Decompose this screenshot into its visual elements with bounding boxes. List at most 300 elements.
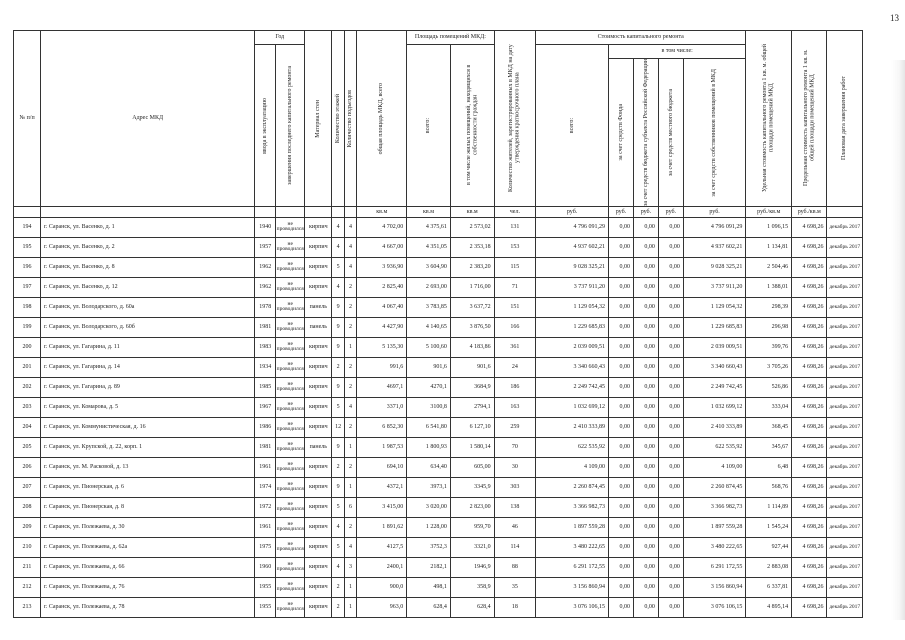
floors-cell: 2 (332, 357, 344, 377)
cost-total-cell: 2 039 009,51 (536, 337, 609, 357)
cost-fund-cell: 0,00 (608, 317, 633, 337)
year-repair-cell: не проводился (276, 337, 305, 357)
residents-cell: 186 (494, 377, 536, 397)
deadline-cell: декабрь 2017 (827, 497, 863, 517)
cost-region-cell: 0,00 (633, 457, 658, 477)
wall-material-cell: кирпич (305, 257, 332, 277)
row-number: 213 (14, 597, 41, 617)
cost-owners-cell: 3 366 982,73 (683, 497, 745, 517)
premises-total-cell: 634,40 (407, 457, 451, 477)
limit-cost-cell: 4 698,26 (792, 437, 827, 457)
premises-owned-cell: 1 716,00 (450, 277, 494, 297)
unit-cost-cell: 1 545,24 (746, 517, 792, 537)
entrances-cell: 4 (344, 537, 356, 557)
address-cell: г. Саранск, ул. Гагарина, д. 11 (41, 337, 255, 357)
total-area-cell: 3 415,00 (357, 497, 407, 517)
cost-owners-cell: 3 340 660,43 (683, 357, 745, 377)
cost-total-cell: 622 535,92 (536, 437, 609, 457)
row-number: 203 (14, 397, 41, 417)
table-row (14, 597, 863, 617)
cost-owners-cell: 2 260 874,45 (683, 477, 745, 497)
cost-fund-cell: 0,00 (608, 337, 633, 357)
cost-owners-cell: 622 535,92 (683, 437, 745, 457)
premises-owned-cell: 2794,1 (450, 397, 494, 417)
entrances-cell: 2 (344, 457, 356, 477)
entrances-cell: 3 (344, 557, 356, 577)
floors-cell: 12 (332, 417, 344, 437)
cost-owners-cell: 1 129 054,32 (683, 297, 745, 317)
cost-total-cell: 1 229 685,83 (536, 317, 609, 337)
cost-total-cell: 1 129 054,32 (536, 297, 609, 317)
unit-cell: кв.м (407, 206, 451, 217)
col-unit-cost: Удельная стоимость капитального ремонта 1 кв. м. общей площади помещений МКД (746, 31, 792, 207)
row-number: 200 (14, 337, 41, 357)
entrances-cell: 4 (344, 217, 356, 237)
page-number: 13 (890, 13, 899, 23)
deadline-cell: декабрь 2017 (827, 597, 863, 617)
cost-local-cell: 0,00 (658, 297, 683, 317)
row-number: 210 (14, 537, 41, 557)
year-built-cell: 1957 (255, 237, 276, 257)
address-cell: г. Саранск, ул. Пионерская, д. 6 (41, 477, 255, 497)
unit-cost-cell: 6 337,81 (746, 577, 792, 597)
total-area-cell: 4 427,90 (357, 317, 407, 337)
table-row (14, 477, 863, 497)
cost-local-cell: 0,00 (658, 497, 683, 517)
year-repair-cell: не проводился (276, 597, 305, 617)
unit-cost-cell: 927,44 (746, 537, 792, 557)
year-repair-cell: не проводился (276, 257, 305, 277)
address-cell: г. Саранск, ул. Пионерская, д. 8 (41, 497, 255, 517)
cost-owners-cell: 3 737 911,20 (683, 277, 745, 297)
premises-total-cell: 1 228,00 (407, 517, 451, 537)
limit-cost-cell: 4 698,26 (792, 277, 827, 297)
cost-total-cell: 3 366 982,73 (536, 497, 609, 517)
floors-cell: 5 (332, 397, 344, 417)
table-row (14, 297, 863, 317)
cost-local-cell: 0,00 (658, 317, 683, 337)
entrances-cell: 2 (344, 317, 356, 337)
premises-total-cell: 1 800,93 (407, 437, 451, 457)
floors-cell: 4 (332, 237, 344, 257)
limit-cost-cell: 4 698,26 (792, 377, 827, 397)
unit-cost-cell: 526,86 (746, 377, 792, 397)
row-number: 204 (14, 417, 41, 437)
wall-material-cell: кирпич (305, 517, 332, 537)
cost-owners-cell: 2 039 009,51 (683, 337, 745, 357)
cost-total-cell: 1 897 559,28 (536, 517, 609, 537)
address-cell: г. Саранск, ул. Полежаева, д. 62а (41, 537, 255, 557)
unit-cell: руб. (683, 206, 745, 217)
unit-cost-cell: 1 096,15 (746, 217, 792, 237)
wall-material-cell: кирпич (305, 597, 332, 617)
cost-region-cell: 0,00 (633, 317, 658, 337)
col-group-incl: в том числе: (608, 45, 745, 59)
table-row (14, 437, 863, 457)
cost-owners-cell: 1 229 685,83 (683, 317, 745, 337)
premises-total-cell: 498,1 (407, 577, 451, 597)
cost-fund-cell: 0,00 (608, 357, 633, 377)
premises-owned-cell: 1946,9 (450, 557, 494, 577)
premises-total-cell: 5 100,60 (407, 337, 451, 357)
year-repair-cell: не проводился (276, 477, 305, 497)
unit-cost-cell: 1 388,01 (746, 277, 792, 297)
cost-fund-cell: 0,00 (608, 497, 633, 517)
premises-owned-cell: 2 573,02 (450, 217, 494, 237)
residents-cell: 151 (494, 297, 536, 317)
limit-cost-cell: 4 698,26 (792, 477, 827, 497)
table-row (14, 577, 863, 597)
deadline-cell: декабрь 2017 (827, 557, 863, 577)
col-cost-total: всего: (536, 45, 609, 207)
year-built-cell: 1934 (255, 357, 276, 377)
year-built-cell: 1960 (255, 557, 276, 577)
entrances-cell: 6 (344, 497, 356, 517)
cost-region-cell: 0,00 (633, 257, 658, 277)
total-area-cell: 4372,1 (357, 477, 407, 497)
entrances-cell: 1 (344, 577, 356, 597)
col-premises-owned: в том числе жилых помещений, находящихся в собственности граждан (450, 45, 494, 207)
wall-material-cell: кирпич (305, 557, 332, 577)
floors-cell: 2 (332, 597, 344, 617)
deadline-cell: декабрь 2017 (827, 357, 863, 377)
col-cost-local: за счет средств местного бюджета (658, 59, 683, 207)
entrances-cell: 1 (344, 337, 356, 357)
row-number: 197 (14, 277, 41, 297)
limit-cost-cell: 4 698,26 (792, 397, 827, 417)
unit-cost-cell: 6,48 (746, 457, 792, 477)
cost-owners-cell: 1 897 559,28 (683, 517, 745, 537)
unit-cell: руб./кв.м (792, 206, 827, 217)
floors-cell: 9 (332, 337, 344, 357)
cost-total-cell: 3 480 222,65 (536, 537, 609, 557)
address-cell: г. Саранск, ул. Коммунистическая, д. 16 (41, 417, 255, 437)
col-group-cost: Стоимость капитального ремонта (536, 31, 746, 45)
total-area-cell: 1 987,53 (357, 437, 407, 457)
cost-fund-cell: 0,00 (608, 477, 633, 497)
unit-cost-cell: 2 883,08 (746, 557, 792, 577)
deadline-cell: декабрь 2017 (827, 437, 863, 457)
year-repair-cell: не проводился (276, 297, 305, 317)
address-cell: г. Саранск, ул. Володарского, д. 60б (41, 317, 255, 337)
cost-region-cell: 0,00 (633, 597, 658, 617)
residents-cell: 115 (494, 257, 536, 277)
address-cell: г. Саранск, ул. Васенко, д. 12 (41, 277, 255, 297)
row-number: 207 (14, 477, 41, 497)
cost-local-cell: 0,00 (658, 537, 683, 557)
unit-cell: руб. (633, 206, 658, 217)
unit-cell: чел. (494, 206, 536, 217)
residents-cell: 114 (494, 537, 536, 557)
cost-region-cell: 0,00 (633, 557, 658, 577)
address-cell: г. Саранск, ул. Полежаева, д. 78 (41, 597, 255, 617)
deadline-cell: декабрь 2017 (827, 337, 863, 357)
residents-cell: 35 (494, 577, 536, 597)
cost-local-cell: 0,00 (658, 397, 683, 417)
year-repair-cell: не проводился (276, 277, 305, 297)
address-cell: г. Саранск, ул. Полежаева, д. 66 (41, 557, 255, 577)
cost-total-cell: 3 340 660,43 (536, 357, 609, 377)
limit-cost-cell: 4 698,26 (792, 237, 827, 257)
deadline-cell: декабрь 2017 (827, 537, 863, 557)
wall-material-cell: панель (305, 317, 332, 337)
total-area-cell: 5 135,30 (357, 337, 407, 357)
limit-cost-cell: 4 698,26 (792, 417, 827, 437)
col-limit-cost: Предельная стоимость капитального ремонта 1 кв. м. общей площади помещений МКД (792, 31, 827, 207)
entrances-cell: 2 (344, 417, 356, 437)
row-number: 201 (14, 357, 41, 377)
address-cell: г. Саранск, ул. Володарского, д. 60а (41, 297, 255, 317)
cost-owners-cell: 3 156 860,94 (683, 577, 745, 597)
premises-total-cell: 3 783,85 (407, 297, 451, 317)
year-repair-cell: не проводился (276, 577, 305, 597)
total-area-cell: 963,0 (357, 597, 407, 617)
cost-region-cell: 0,00 (633, 397, 658, 417)
capital-repair-table (13, 30, 863, 618)
cost-fund-cell: 0,00 (608, 377, 633, 397)
premises-owned-cell: 3 876,50 (450, 317, 494, 337)
deadline-cell: декабрь 2017 (827, 277, 863, 297)
premises-total-cell: 901,6 (407, 357, 451, 377)
limit-cost-cell: 4 698,26 (792, 537, 827, 557)
premises-owned-cell: 3 637,72 (450, 297, 494, 317)
cost-fund-cell: 0,00 (608, 517, 633, 537)
year-built-cell: 1962 (255, 277, 276, 297)
deadline-cell: декабрь 2017 (827, 577, 863, 597)
deadline-cell: декабрь 2017 (827, 297, 863, 317)
cost-region-cell: 0,00 (633, 497, 658, 517)
floors-cell: 9 (332, 477, 344, 497)
wall-material-cell: кирпич (305, 277, 332, 297)
entrances-cell: 4 (344, 257, 356, 277)
unit-cost-cell: 298,39 (746, 297, 792, 317)
address-cell: г. Саранск, ул. Гагарина, д. 14 (41, 357, 255, 377)
units-row (14, 206, 863, 217)
unit-cost-cell: 368,45 (746, 417, 792, 437)
cost-region-cell: 0,00 (633, 537, 658, 557)
cost-region-cell: 0,00 (633, 477, 658, 497)
row-number: 199 (14, 317, 41, 337)
cost-fund-cell: 0,00 (608, 257, 633, 277)
unit-cell: руб. (536, 206, 609, 217)
deadline-cell: декабрь 2017 (827, 237, 863, 257)
limit-cost-cell: 4 698,26 (792, 357, 827, 377)
year-repair-cell: не проводился (276, 317, 305, 337)
table-row (14, 557, 863, 577)
wall-material-cell: кирпич (305, 397, 332, 417)
premises-owned-cell: 2 353,18 (450, 237, 494, 257)
unit-cost-cell: 1 134,81 (746, 237, 792, 257)
limit-cost-cell: 4 698,26 (792, 337, 827, 357)
total-area-cell: 694,10 (357, 457, 407, 477)
total-area-cell: 4127,5 (357, 537, 407, 557)
col-premises-total: всего: (407, 45, 451, 207)
year-built-cell: 1967 (255, 397, 276, 417)
entrances-cell: 1 (344, 597, 356, 617)
unit-cost-cell: 4 895,14 (746, 597, 792, 617)
limit-cost-cell: 4 698,26 (792, 217, 827, 237)
deadline-cell: декабрь 2017 (827, 377, 863, 397)
cost-region-cell: 0,00 (633, 237, 658, 257)
cost-total-cell: 2 410 333,89 (536, 417, 609, 437)
premises-total-cell: 2 693,00 (407, 277, 451, 297)
deadline-cell: декабрь 2017 (827, 317, 863, 337)
total-area-cell: 2400,1 (357, 557, 407, 577)
cost-owners-cell: 4 937 602,21 (683, 237, 745, 257)
floors-cell: 4 (332, 217, 344, 237)
year-repair-cell: не проводился (276, 457, 305, 477)
col-group-year: Год (255, 31, 305, 45)
table-row (14, 537, 863, 557)
row-number: 208 (14, 497, 41, 517)
wall-material-cell: панель (305, 297, 332, 317)
col-year-built: ввода в эксплуатацию (255, 45, 276, 207)
deadline-cell: декабрь 2017 (827, 417, 863, 437)
year-built-cell: 1975 (255, 537, 276, 557)
wall-material-cell: кирпич (305, 497, 332, 517)
unit-cell: руб. (608, 206, 633, 217)
deadline-cell: декабрь 2017 (827, 217, 863, 237)
cost-owners-cell: 2 249 742,45 (683, 377, 745, 397)
premises-owned-cell: 2 383,20 (450, 257, 494, 277)
premises-total-cell: 3 020,00 (407, 497, 451, 517)
residents-cell: 166 (494, 317, 536, 337)
residents-cell: 153 (494, 237, 536, 257)
total-area-cell: 900,0 (357, 577, 407, 597)
deadline-cell: декабрь 2017 (827, 397, 863, 417)
unit-cost-cell: 1 114,89 (746, 497, 792, 517)
row-number: 196 (14, 257, 41, 277)
total-area-cell: 4 667,00 (357, 237, 407, 257)
year-built-cell: 1981 (255, 437, 276, 457)
cost-fund-cell: 0,00 (608, 577, 633, 597)
cost-owners-cell: 9 028 325,21 (683, 257, 745, 277)
premises-total-cell: 628,4 (407, 597, 451, 617)
total-area-cell: 6 852,30 (357, 417, 407, 437)
year-repair-cell: не проводился (276, 357, 305, 377)
limit-cost-cell: 4 698,26 (792, 597, 827, 617)
table-row (14, 277, 863, 297)
total-area-cell: 4 067,40 (357, 297, 407, 317)
cost-fund-cell: 0,00 (608, 597, 633, 617)
row-number: 205 (14, 437, 41, 457)
address-cell: г. Саранск, ул. Васенко, д. 8 (41, 257, 255, 277)
col-deadline: Плановая дата завершения работ (827, 31, 863, 207)
cost-region-cell: 0,00 (633, 417, 658, 437)
cost-region-cell: 0,00 (633, 517, 658, 537)
residents-cell: 131 (494, 217, 536, 237)
residents-cell: 303 (494, 477, 536, 497)
wall-material-cell: панель (305, 437, 332, 457)
table-row (14, 317, 863, 337)
entrances-cell: 4 (344, 397, 356, 417)
year-built-cell: 1955 (255, 577, 276, 597)
entrances-cell: 2 (344, 277, 356, 297)
entrances-cell: 4 (344, 237, 356, 257)
year-built-cell: 1955 (255, 597, 276, 617)
wall-material-cell: кирпич (305, 377, 332, 397)
table-row (14, 257, 863, 277)
floors-cell: 5 (332, 497, 344, 517)
cost-local-cell: 0,00 (658, 577, 683, 597)
limit-cost-cell: 4 698,26 (792, 457, 827, 477)
col-entrances: Количество подъездов (344, 31, 356, 207)
year-repair-cell: не проводился (276, 397, 305, 417)
cost-local-cell: 0,00 (658, 597, 683, 617)
limit-cost-cell: 4 698,26 (792, 257, 827, 277)
cost-local-cell: 0,00 (658, 277, 683, 297)
year-repair-cell: не проводился (276, 537, 305, 557)
cost-total-cell: 3 737 911,20 (536, 277, 609, 297)
cost-total-cell: 4 796 091,29 (536, 217, 609, 237)
limit-cost-cell: 4 698,26 (792, 297, 827, 317)
cost-owners-cell: 6 291 172,55 (683, 557, 745, 577)
total-area-cell: 3 936,90 (357, 257, 407, 277)
premises-owned-cell: 358,9 (450, 577, 494, 597)
wall-material-cell: кирпич (305, 477, 332, 497)
total-area-cell: 4 702,00 (357, 217, 407, 237)
premises-total-cell: 4 375,61 (407, 217, 451, 237)
year-repair-cell: не проводился (276, 497, 305, 517)
floors-cell: 9 (332, 317, 344, 337)
address-cell: г. Саранск, ул. Полежаева, д. 30 (41, 517, 255, 537)
cost-total-cell: 1 032 699,12 (536, 397, 609, 417)
year-repair-cell: не проводился (276, 557, 305, 577)
table-row (14, 217, 863, 237)
residents-cell: 70 (494, 437, 536, 457)
wall-material-cell: кирпич (305, 537, 332, 557)
table-row (14, 357, 863, 377)
premises-total-cell: 6 541,80 (407, 417, 451, 437)
cost-region-cell: 0,00 (633, 337, 658, 357)
unit-cost-cell: 3 705,26 (746, 357, 792, 377)
residents-cell: 24 (494, 357, 536, 377)
cost-region-cell: 0,00 (633, 577, 658, 597)
address-cell: г. Саранск, ул. Комарова, д. 5 (41, 397, 255, 417)
total-area-cell: 3371,0 (357, 397, 407, 417)
floors-cell: 4 (332, 277, 344, 297)
entrances-cell: 1 (344, 477, 356, 497)
residents-cell: 71 (494, 277, 536, 297)
year-built-cell: 1972 (255, 497, 276, 517)
premises-total-cell: 3973,1 (407, 477, 451, 497)
limit-cost-cell: 4 698,26 (792, 497, 827, 517)
cost-owners-cell: 1 032 699,12 (683, 397, 745, 417)
total-area-cell: 2 825,40 (357, 277, 407, 297)
entrances-cell: 1 (344, 437, 356, 457)
cost-total-cell: 3 156 860,94 (536, 577, 609, 597)
col-num: № п/п (14, 31, 41, 207)
year-repair-cell: не проводился (276, 417, 305, 437)
deadline-cell: декабрь 2017 (827, 257, 863, 277)
year-built-cell: 1974 (255, 477, 276, 497)
premises-owned-cell: 1 580,14 (450, 437, 494, 457)
table-row (14, 337, 863, 357)
cost-local-cell: 0,00 (658, 437, 683, 457)
address-cell: г. Саранск, ул. Гагарина, д. 89 (41, 377, 255, 397)
wall-material-cell: кирпич (305, 217, 332, 237)
table-row (14, 397, 863, 417)
cost-local-cell: 0,00 (658, 357, 683, 377)
premises-total-cell: 3 604,90 (407, 257, 451, 277)
residents-cell: 163 (494, 397, 536, 417)
cost-local-cell: 0,00 (658, 337, 683, 357)
premises-owned-cell: 628,4 (450, 597, 494, 617)
wall-material-cell: кирпич (305, 237, 332, 257)
premises-owned-cell: 959,70 (450, 517, 494, 537)
floors-cell: 9 (332, 297, 344, 317)
floors-cell: 2 (332, 457, 344, 477)
